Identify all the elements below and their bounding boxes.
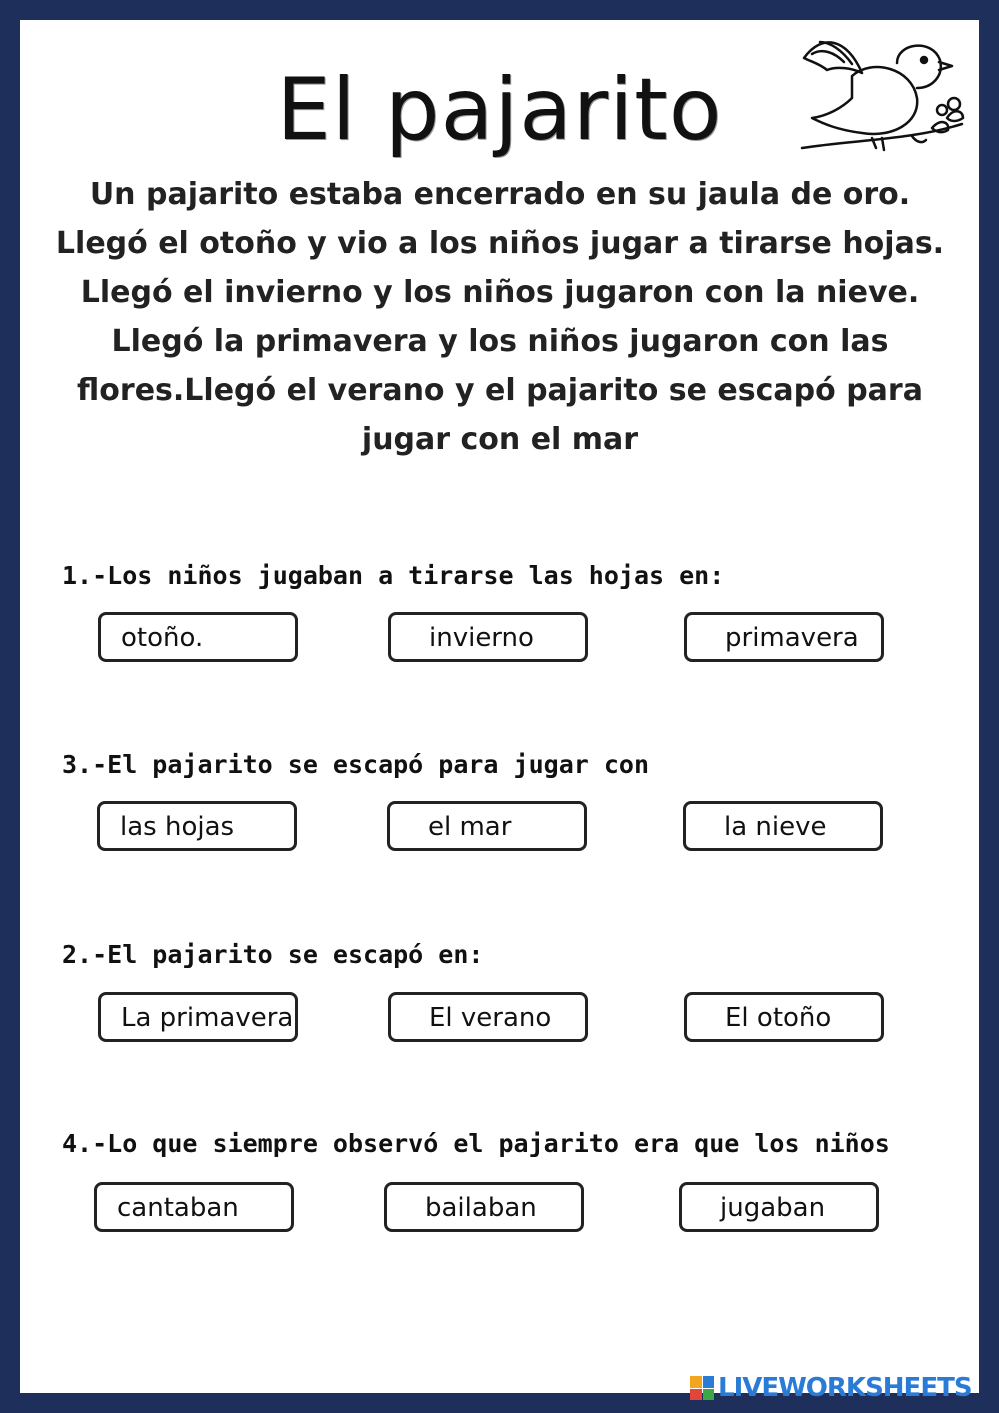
question-4: 4.-Lo que siempre observó el pajarito era que los niños [62, 1129, 890, 1158]
answer-option[interactable]: las hojas [97, 801, 297, 851]
answer-option[interactable]: el mar [387, 801, 587, 851]
worksheet-title: El pajarito [276, 60, 723, 160]
answer-option[interactable]: jugaban [679, 1182, 879, 1232]
answer-option[interactable]: invierno [388, 612, 588, 662]
answer-option[interactable]: El verano [388, 992, 588, 1042]
question-2: 2.-El pajarito se escapó en: [62, 940, 484, 969]
bird-illustration-icon [792, 28, 972, 168]
watermark-text: LIVEWORKSHEETS [718, 1373, 972, 1403]
liveworksheets-logo-icon [690, 1376, 714, 1400]
answer-option[interactable]: cantaban [94, 1182, 294, 1232]
answer-option[interactable]: la nieve [683, 801, 883, 851]
story-text: Un pajarito estaba encerrado en su jaula de oro. Llegó el otoño y vio a los niños jugar a tirarse hojas. Llegó el invierno y los niños jugaron con la nieve. Llegó la primavera y los niños jugaron con las flores.Llegó el verano y el pajarito se escapó para jugar con el mar [55, 177, 945, 457]
answer-option[interactable]: El otoño [684, 992, 884, 1042]
question-3: 3.-El pajarito se escapó para jugar con [62, 750, 649, 779]
question-1: 1.-Los niños jugaban a tirarse las hojas en: [62, 561, 725, 590]
answer-option[interactable]: otoño. [98, 612, 298, 662]
answer-option[interactable]: La primavera [98, 992, 298, 1042]
answer-option[interactable]: bailaban [384, 1182, 584, 1232]
liveworksheets-watermark [690, 1372, 972, 1404]
answer-option[interactable]: primavera [684, 612, 884, 662]
